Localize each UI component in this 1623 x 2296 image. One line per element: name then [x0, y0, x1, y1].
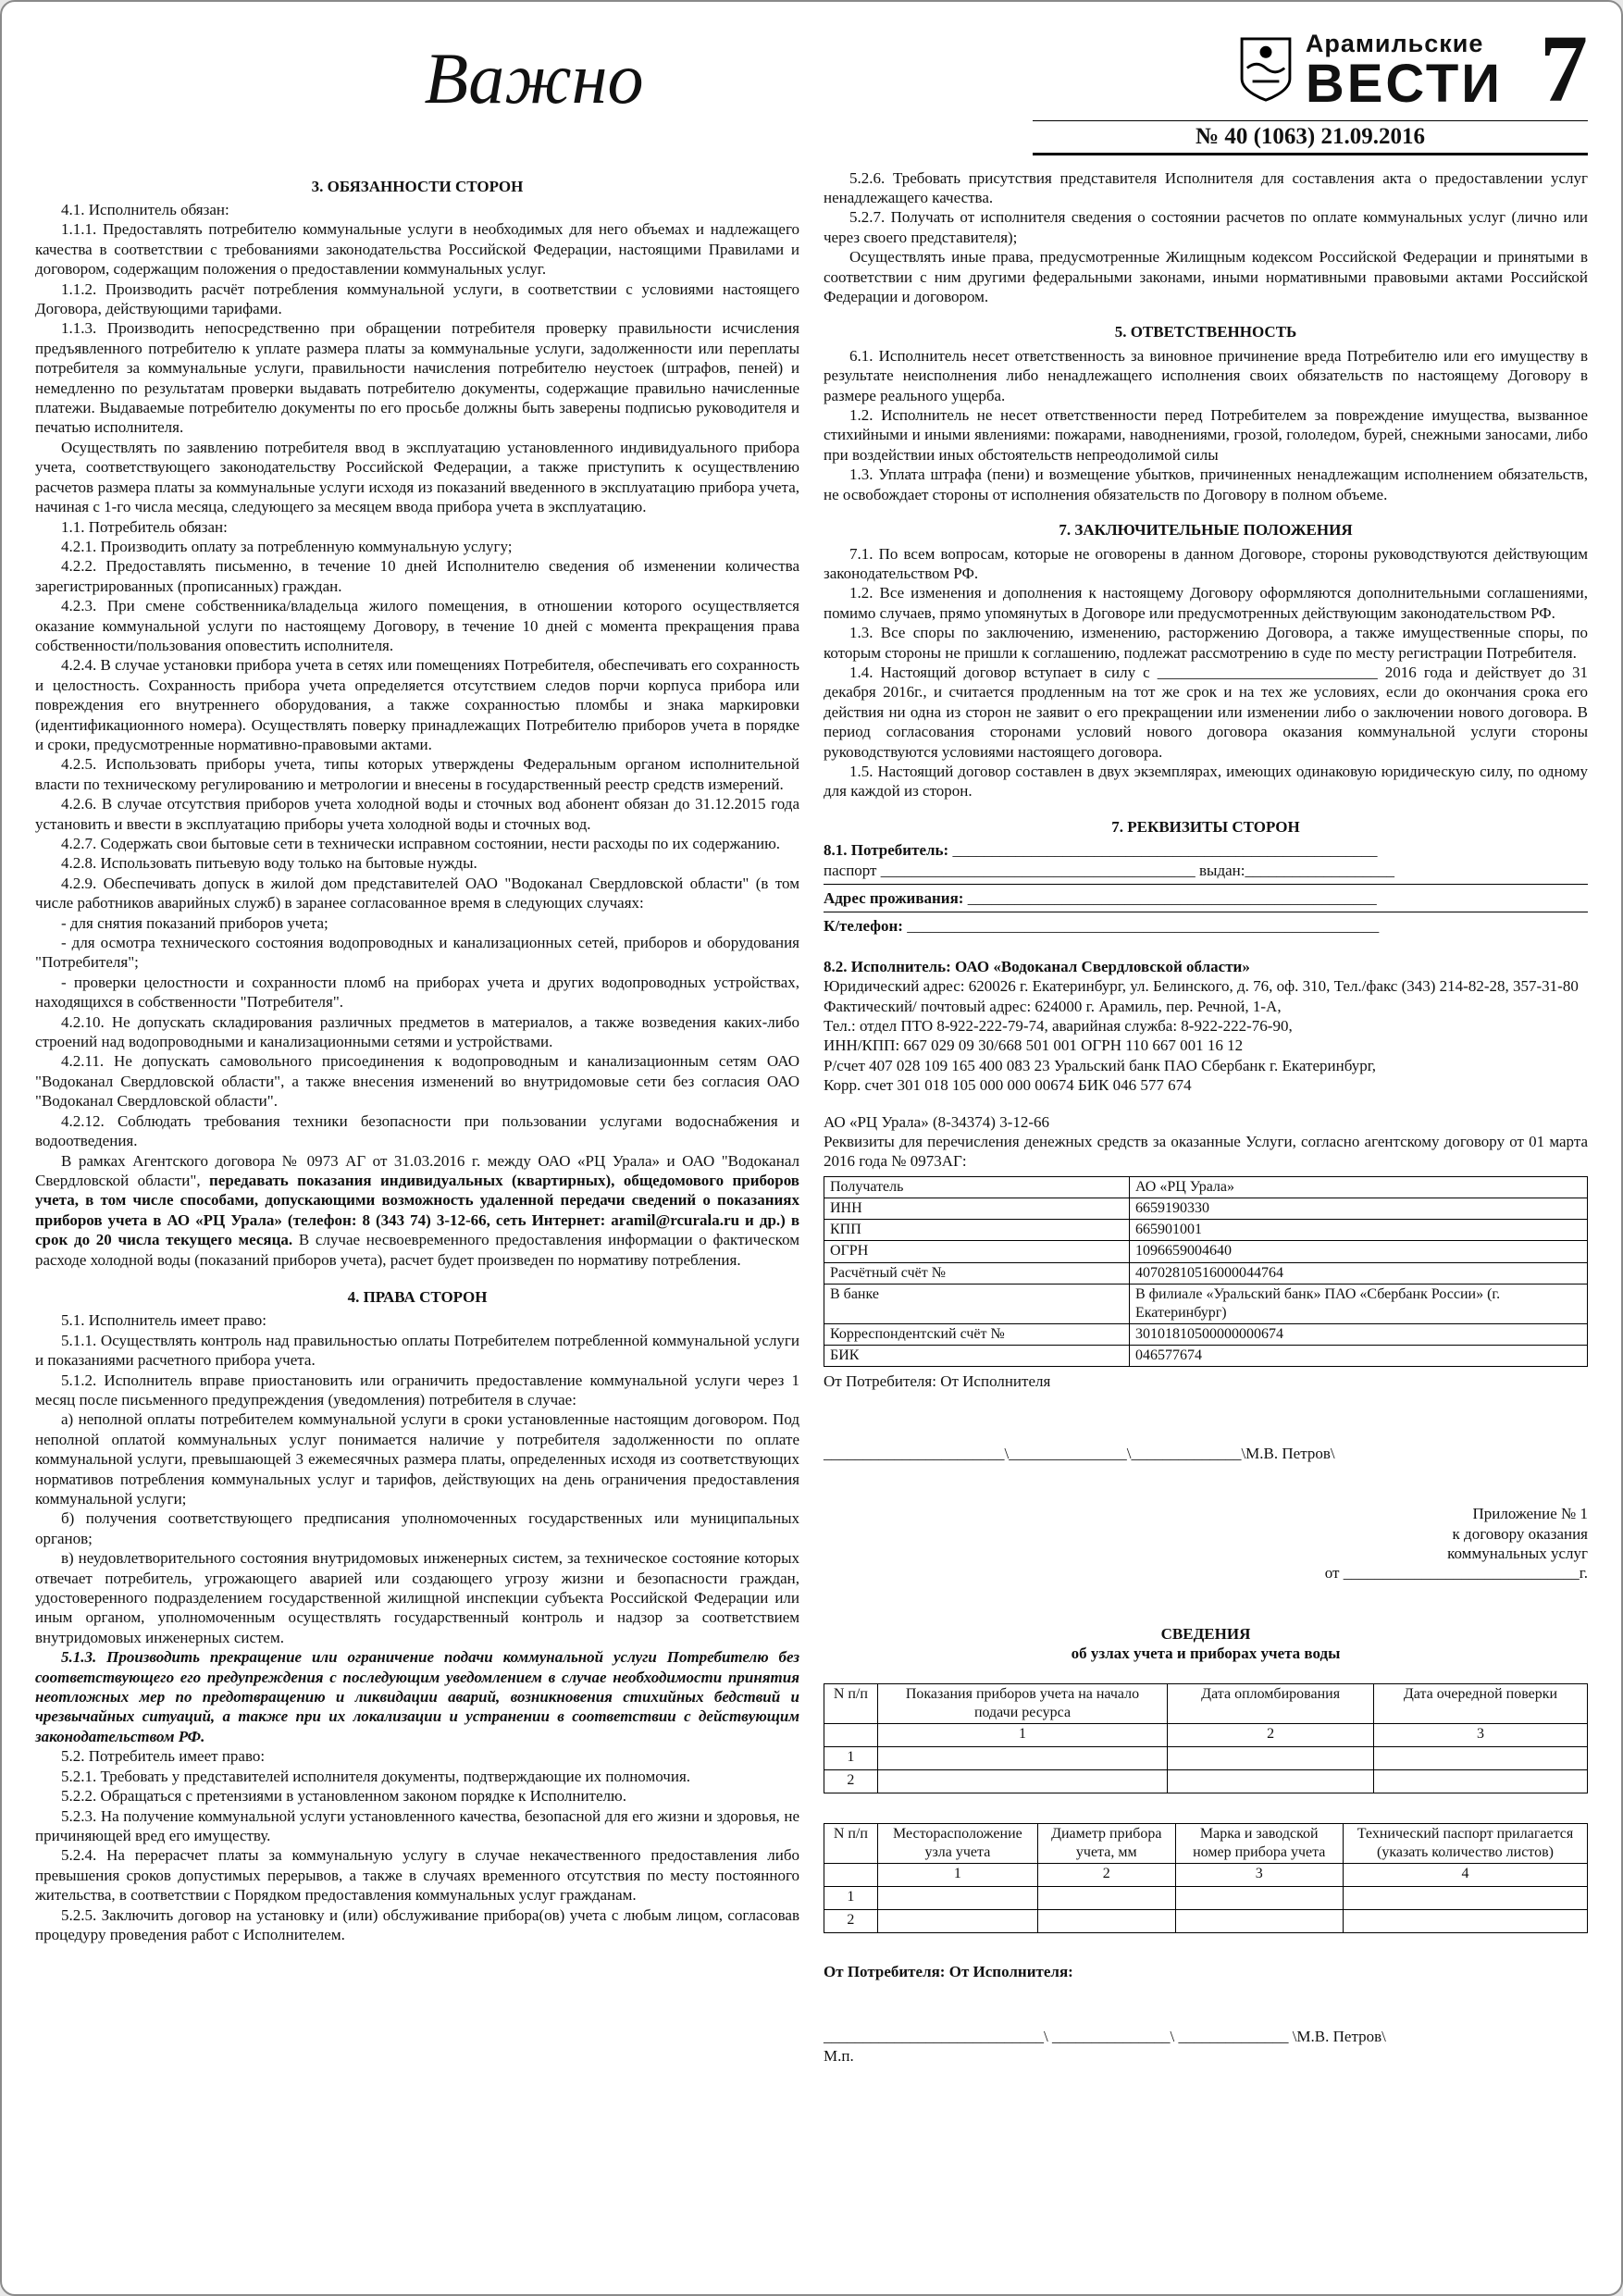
- table-cell: Дата очередной поверки: [1374, 1683, 1588, 1723]
- paragraph: 5.2. Потребитель имеет право:: [61, 1747, 266, 1766]
- paragraph: Реквизиты для перечисления денежных средств за оказанные Услуги, согласно агентскому договору от 01 марта 2016 года № 0973АГ:: [824, 1133, 1588, 1171]
- table-cell: 6659190330: [1130, 1198, 1588, 1220]
- table-cell: [877, 1910, 1037, 1933]
- newspaper-logo: [1033, 16, 1588, 155]
- spacer: [824, 504, 1588, 512]
- paragraph: - проверки целостности и сохранности пломб на приборах учета и других водопроводных устройствах, находящихся в собственности "Потребителя".: [35, 973, 799, 1011]
- paragraph: 5.1.2. Исполнитель вправе приостановить или ограничить предоставление коммунальной услуги через 1 месяц после письменного предупреждения (уведомления) потребителя в случае:: [35, 1371, 799, 1409]
- paragraph: 4.2.2. Предоставлять письменно, в течение 10 дней Исполнителю сведения об изменении количества зарегистрированных (прописанных) граждан.: [35, 557, 799, 595]
- data-table: [824, 1823, 1588, 1933]
- bold-text: 8.2. Исполнитель: ОАО «Водоканал Свердловской области»: [824, 957, 1250, 975]
- table-cell: 2: [824, 1910, 878, 1933]
- paragraph: АО «РЦ Урала» (8-34374) 3-12-66: [824, 1112, 1050, 1131]
- table-cell: ОГРН: [824, 1241, 1130, 1262]
- paragraph: об узлах учета и приборах учета воды: [1071, 1644, 1341, 1663]
- paragraph: 5.1.1. Осуществлять контроль над правильностью оплаты Потребителем потребленной коммунальной услуги и показаниями расчетного прибора учета.: [35, 1331, 799, 1370]
- table-cell: [1038, 1887, 1176, 1910]
- paragraph: коммунальных услуг: [1447, 1544, 1588, 1562]
- paragraph: от ______________________________г.: [1324, 1564, 1588, 1582]
- paragraph: М.п.: [824, 2046, 854, 2065]
- table-cell: КПП: [824, 1220, 1130, 1241]
- table-cell: АО «РЦ Урала»: [1130, 1176, 1588, 1198]
- table-cell: 2: [1168, 1723, 1374, 1746]
- data-table: [824, 1683, 1588, 1793]
- section-heading: 3. ОБЯЗАННОСТИ СТОРОН: [311, 177, 524, 195]
- spacer: [824, 1463, 1588, 1504]
- coat-of-arms-icon: [1239, 36, 1293, 103]
- left-column: [35, 168, 799, 2066]
- paragraph: 4.2.4. В случае установки прибора учета в сетях или помещениях Потребителя, обеспечивать его сохранность и целостность. Сохранность прибора учета определяется отсутствием следов порчи корпуса прибора или повреждения его внутреннего оборудования, а также сохранностью пломбы и знака маркировки (идентификационного номера). Осуществлять поверку принадлежащих Потребителю приборов учета в порядке и сроки, предусмотренные нормативно-правовыми актами.: [35, 656, 799, 753]
- bold-text: От Потребителя: От Исполнителя:: [824, 1963, 1073, 1981]
- table-cell: 3: [1374, 1723, 1588, 1746]
- paragraph: - для осмотра технического состояния водопроводных и канализационных сетей, приборов и оборудования "Потребителя";: [35, 934, 799, 972]
- paragraph: 1.1.2. Производить расчёт потребления коммунальной услуги, в соответствии с условиями настоящего Договора, действующими тарифами.: [35, 279, 799, 318]
- paragraph: В рамках Агентского договора № 0973 АГ от 31.03.2016 г. между ОАО «РЦ Урала» и ОАО "Водоканал Свердловской области", передавать показания индивидуальных (квартирных), общедомового приборов учета, в том числе способами, допускающими возможность удаленной передачи сведений о показаниях приборов учета в АО «РЦ Урала» (телефон: 8 (343 74) 3-12-66, сеть Интернет: aramil@rcurala.ru и др.) в срок до 20 числа текущего месяца. В случае несвоевременного предоставления информации о фактическом расходе холодной воды (показаний приборов учета), расчет будет произведен по нормативу потребления.: [35, 1151, 800, 1269]
- spacer: [824, 801, 1588, 809]
- right-column: [824, 168, 1588, 2066]
- section-heading: 4. ПРАВА СТОРОН: [347, 1287, 488, 1306]
- paragraph: а) неполной оплаты потребителем коммунальной услуги в сроки установленные настоящим договором. Под неполной оплатой коммунальных услуг понимается наличие у потребителя задолженности по оплате коммунальной услуги, превышающей 3 ежемесячных размера платы, определенных исходя из соответствующих нормативов потребления коммунальных услуг и тарифов, действующих на день ограничения предоставления коммунальной услуги;: [35, 1410, 799, 1508]
- section-heading: 5. ОТВЕТСТВЕННОСТЬ: [1114, 323, 1297, 341]
- table-cell: [1168, 1769, 1374, 1793]
- table-cell: 2: [1038, 1864, 1176, 1887]
- table-cell: В банке: [824, 1284, 1130, 1323]
- table-cell: [1175, 1887, 1344, 1910]
- paragraph: ____________________________\ _______________\ ______________ \М.В. Петров\: [824, 2027, 1386, 2045]
- paragraph: 1.1. Потребитель обязан:: [61, 517, 228, 536]
- spacer: [824, 1982, 1588, 2027]
- issue-line: № 40 (1063) 21.09.2016: [1033, 120, 1588, 155]
- table-cell: Технический паспорт прилагается (указать количество листов): [1344, 1823, 1588, 1863]
- paragraph: 4.2.11. Не допускать самовольного присоединения к водопроводным и канализационным сетям ОАО "Водоканал Свердловской области", а также внесения изменений во внутридомовые сети без согласия ОАО "Водоканал Свердловской области".: [35, 1052, 799, 1111]
- paragraph: _______________________\_______________\______________\М.В. Петров\: [824, 1444, 1335, 1462]
- paragraph: 7.1. По всем вопросам, которые не оговорены в данном Договоре, стороны руководствуются действующим законодательством РФ.: [824, 544, 1588, 582]
- paragraph: Тел.: отдел ПТО 8-922-222-79-74, аварийная служба: 8-922-222-76-90,: [824, 1017, 1293, 1036]
- table-cell: [877, 1769, 1168, 1793]
- table-cell: 1: [877, 1723, 1168, 1746]
- spacer: [824, 1583, 1588, 1624]
- paragraph: Фактический/ почтовый адрес: 624000 г. Арамиль, пер. Речной, 1-А,: [824, 997, 1282, 1015]
- table-cell: 1096659004640: [1130, 1241, 1588, 1262]
- paragraph: 4.2.3. При смене собственника/владельца жилого помещения, в отношении которого осуществляется оказание коммунальной услуги по настоящему Договору, в течение 10 дней с момента прекращения права собственности/пользования оповестить исполнителя.: [35, 597, 799, 654]
- paragraph: 8.1. Потребитель: ______________________________________________________: [824, 841, 1378, 860]
- spacer: [824, 1938, 1588, 1962]
- table-cell: Расчётный счёт №: [824, 1262, 1130, 1284]
- brand-text: [1305, 29, 1503, 114]
- paragraph: 4.1. Исполнитель обязан:: [61, 201, 229, 218]
- paragraph: 5.2.5. Заключить договор на установку и (или) обслуживание прибора(ов) учета с любым лицом, согласовав процедуру проведения работ с Исполнителем.: [35, 1905, 799, 1943]
- spacer: [35, 1270, 799, 1279]
- brand-name-top: Арамильские: [1305, 29, 1484, 57]
- paragraph: б) получения соответствующего предписания уполномоченных государственных или муниципальных органов;: [35, 1509, 799, 1547]
- paragraph: к договору оказания: [1452, 1524, 1588, 1543]
- paragraph: 4.2.1. Производить оплату за потребленную коммунальную услугу;: [61, 537, 513, 555]
- paragraph: 1.1.3. Производить непосредственно при обращении потребителя проверку правильности исчисления предъявленного потребителю к уплате размера платы за коммунальные услуги, задолженности или переплаты потребителя за коммунальные услуги, правильности начисления потребителю неустоек (штрафов, пеней) и немедленно по результатам проверки выдавать потребителю документы, содержащие правильно начисленные платежи. Выдаваемые потребителю документы по его просьбе должны быть заверены подписью руководителя и печатью исполнителя.: [35, 319, 799, 437]
- table-cell: 40702810516000044764: [1130, 1262, 1588, 1284]
- bold-text: Адрес проживания:: [824, 889, 964, 907]
- paragraph: 1.4. Настоящий договор вступает в силу с ____________________________ 2016 года и действует до 31 декабря 2016г., и считается продленным на тот же срок и на тех же условиях, если до окончания срока его действия ни одна из сторон не заявит о его прекращении или изменении либо о заключении нового договора. В период согласования сторонами условий нового договора оказания коммунальной услуги стороны руководствуются условиями настоящего договора.: [824, 663, 1588, 761]
- requisites-table: [824, 1176, 1588, 1367]
- paragraph: 4.2.6. В случае отсутствия приборов учета холодной воды и сточных вод абонент обязан до 31.12.2015 года установить и ввести в эксплуатацию приборы учета холодной воды и сточных вод.: [35, 795, 799, 833]
- paragraph: 1.3. Уплата штрафа (пени) и возмещение убытков, причиненных ненадлежащим исполнением обязательств, не освобождает стороны от исполнения обязательств по Договору в полном объеме.: [824, 465, 1588, 503]
- table-cell: 1: [877, 1864, 1037, 1887]
- table-cell: Корреспондентский счёт №: [824, 1323, 1130, 1345]
- paragraph: 5.2.1. Требовать у представителей исполнителя документы, подтверждающие их полномочия.: [61, 1767, 691, 1785]
- divider: [824, 884, 1588, 885]
- spacer: [824, 1392, 1588, 1444]
- paragraph: 5.2.2. Обращаться с претензиями в установленном законом порядке к Исполнителю.: [61, 1787, 626, 1806]
- table-cell: Диаметр прибора учета, мм: [1038, 1823, 1176, 1863]
- masthead: [35, 16, 1588, 155]
- paragraph: Осуществлять иные права, предусмотренные Жилищным кодексом Российской Федерации и принятыми в соответствии с ним другими федеральными законами, иными нормативными правовыми актами Российской Федерации и договором.: [824, 248, 1588, 306]
- table-cell: [1038, 1910, 1176, 1933]
- table-cell: [1175, 1910, 1344, 1933]
- paragraph: 4.2.12. Соблюдать требования техники безопасности при пользовании услугами водоснабжения и водоотведения.: [35, 1111, 799, 1150]
- table-cell: Марка и заводской номер прибора учета: [1175, 1823, 1344, 1863]
- table-cell: N п/п: [824, 1683, 878, 1723]
- table-cell: Показания приборов учета на начало подачи ресурса: [877, 1683, 1168, 1723]
- table-cell: 665901001: [1130, 1220, 1588, 1241]
- paragraph: 4.2.5. Использовать приборы учета, типы которых утверждены Федеральным органом исполнительной власти по техническому регулированию и метрологии и внесены в государственный реестр средств измерений.: [35, 755, 799, 793]
- bold-text: передавать показания индивидуальных (квартирных), общедомового приборов учета, в том числе способами, допускающими возможность удаленной передачи сведений о показаниях приборов учета в АО «РЦ Урала» (телефон: 8 (343 74) 3-12-66, сеть Интернет: aramil@rcurala.ru и др.) в срок до 20 числа текущего месяца.: [35, 1171, 799, 1249]
- paragraph: 4.2.9. Обеспечивать допуск в жилой дом представителей ОАО "Водоканал Свердловской области" (в том числе работников аварийных служб) в заранее согласованное время в следующих случаях:: [35, 874, 799, 912]
- paragraph: 1.2. Исполнитель не несет ответственности перед Потребителем за повреждение имущества, вызванное стихийными и иными явлениями: пожарами, наводнениями, грозой, гололедом, бурей, снежными заносами, либо при воздействии иных обстоятельств непреодолимой силы: [824, 406, 1588, 464]
- table-cell: В филиале «Уральский банк» ПАО «Сбербанк России» (г. Екатеринбург): [1130, 1284, 1588, 1323]
- paragraph: Осуществлять по заявлению потребителя ввод в эксплуатацию установленного индивидуального прибора учета, соответствующего законодательству Российской Федерации, а также приступить к осуществлению расчетов размера платы за коммунальные услуги исходя из показаний введенного в эксплуатацию прибора учета, начиная с 1-го числа месяца, следующего за месяцем ввода прибора учета в эксплуатацию.: [35, 438, 799, 516]
- table-cell: [1168, 1746, 1374, 1769]
- spacer: [824, 937, 1588, 957]
- paragraph: 4.2.8. Использовать питьевую воду только на бытовые нужды.: [61, 854, 477, 873]
- brand-row: [1033, 16, 1588, 122]
- table-cell: [1374, 1769, 1588, 1793]
- section-heading: 7. ЗАКЛЮЧИТЕЛЬНЫЕ ПОЛОЖЕНИЯ: [1059, 521, 1353, 540]
- table-cell: [1344, 1910, 1588, 1933]
- paragraph: [824, 1962, 1588, 1981]
- table-cell: 3: [1175, 1864, 1344, 1887]
- table-cell: ИНН: [824, 1198, 1130, 1220]
- paragraph: 4.2.7. Содержать свои бытовые сети в технически исправном состоянии, нести расходы по их содержанию.: [61, 835, 781, 852]
- spacer: [824, 306, 1588, 314]
- table-cell: 30101810500000000674: [1130, 1323, 1588, 1345]
- paragraph: 4.2.10. Не допускать складирования различных предметов в материалов, а также возведения каких-либо строений над водопроводными и канализационными сетями и устройствами.: [35, 1012, 799, 1051]
- table-cell: [877, 1746, 1168, 1769]
- paragraph: 5.2.3. На получение коммунальной услуги установленного качества, безопасной для его жизни и здоровья, не причиняющей вред его имуществу.: [35, 1806, 799, 1844]
- page-number: 7: [1540, 16, 1588, 122]
- table-cell: Получатель: [824, 1176, 1130, 1198]
- table-cell: 4: [1344, 1864, 1588, 1887]
- paragraph: 1.2. Все изменения и дополнения к настоящему Договору оформляются дополнительными соглашениями, помимо случаев, прямо упомянутых в Договоре или предусмотренных действующим законодательством РФ.: [824, 584, 1588, 622]
- paragraph: 5.2.4. На перерасчет платы за коммунальную услугу в случае некачественного предоставления либо превышения сроков допустимых перерывов, а также в случаях временного отсутствия по месту постоянного жительства, в соответствии с Порядком предоставления коммунальных услуг гражданам.: [35, 1846, 799, 1905]
- bold-text: 8.1. Потребитель:: [824, 841, 949, 860]
- paragraph: Приложение № 1: [1472, 1505, 1588, 1523]
- paragraph: 5.1.3. Производить прекращение или ограничение подачи коммунальной услуги Потребителю без соответствующего его предупреждения с последующим уведомлением в случае необходимости принятия неотложных мер по предотвращению и ликвидации аварий, возникновения стихийных бедствий и чрезвычайных ситуаций, а также при их локализации и устранении в соответствии с действующим законодательством РФ.: [35, 1648, 799, 1745]
- paragraph: [824, 957, 1588, 976]
- paragraph: - для снятия показаний приборов учета;: [61, 913, 328, 932]
- table-cell: 2: [824, 1769, 878, 1793]
- table-cell: [824, 1723, 878, 1746]
- bold-text: К/телефон:: [824, 917, 903, 936]
- paragraph: 1.5. Настоящий договор составлен в двух экземплярах, имеющих одинаковую юридическую силу, по одному для каждой из сторон.: [824, 762, 1588, 800]
- paragraph: Юридический адрес: 620026 г. Екатеринбург, ул. Белинского, д. 76, оф. 310, Тел./факс (343) 214-82-28, 357-31-80: [824, 977, 1579, 996]
- table-cell: 046577674: [1130, 1346, 1588, 1367]
- page-title: Важно: [424, 38, 644, 118]
- paragraph: 6.1. Исполнитель несет ответственность за виновное причинение вреда Потребителю или его имуществу в результате неисполнения либо ненадлежащего исполнения своих обязательств по настоящему Договору в размере реального ущерба.: [824, 346, 1588, 404]
- table-cell: 1: [824, 1887, 878, 1910]
- table-cell: [824, 1864, 878, 1887]
- paragraph: К/телефон: ____________________________________________________________: [824, 917, 1380, 936]
- paragraph: Корр. счет 301 018 105 000 000 00674 БИК 046 577 674: [824, 1076, 1192, 1095]
- paragraph: 5.2.6. Требовать присутствия представителя Исполнителя для составления акта о предоставлении услуг ненадлежащего качества.: [824, 168, 1588, 206]
- paragraph: 5.1. Исполнитель имеет право:: [61, 1311, 266, 1330]
- table-cell: Дата опломбирования: [1168, 1683, 1374, 1723]
- spacer: [824, 1664, 1588, 1679]
- paragraph: 1.1.1. Предоставлять потребителю коммунальные услуги в необходимых для него объемах и надлежащего качества в соответствии с требованиями законодательства Российской Федерации, настоящими Правилами и договором, содержащим положения о предоставлении коммунальных услуг.: [35, 220, 799, 279]
- section-heading: 7. РЕКВИЗИТЫ СТОРОН: [1111, 817, 1300, 836]
- paragraph: Адрес проживания: ____________________________________________________: [824, 889, 1377, 907]
- paragraph: От Потребителя: От Исполнителя: [824, 1372, 1051, 1391]
- paragraph: Р/счет 407 028 109 165 400 083 23 Уральский банк ПАО Сбербанк г. Екатеринбург,: [824, 1056, 1377, 1074]
- spacer: [824, 1096, 1588, 1112]
- paragraph: паспорт ________________________________________ выдан:___________________: [824, 861, 1394, 879]
- table-cell: [1374, 1746, 1588, 1769]
- table-cell: N п/п: [824, 1823, 878, 1863]
- paragraph: СВЕДЕНИЯ: [1160, 1624, 1251, 1643]
- table-cell: 1: [824, 1746, 878, 1769]
- brand-name-bottom: ВЕСТИ: [1305, 53, 1503, 114]
- paragraph: 5.2.7. Получать от исполнителя сведения о состоянии расчетов по оплате коммунальных услуг (лично или через своего представителя);: [824, 208, 1588, 246]
- paragraph: 1.3. Все споры по заключению, изменению, расторжению Договора, а также имущественные споры, по которым стороны не пришли к соглашению, подлежат рассмотрению в суде по месту регистрации Потребителя.: [824, 624, 1588, 662]
- table-cell: Месторасположение узла учета: [877, 1823, 1037, 1863]
- spacer: [824, 1798, 1588, 1818]
- table-cell: [877, 1887, 1037, 1910]
- paragraph: в) неудовлетворительного состояния внутридомовых инженерных систем, за техническое состояние которых отвечает потребитель, угрожающего аварией или создающего угрозу жизни и безопасности граждан, удостоверенного подразделением государственной жилищной инспекции субъекта Российской Федерации или иным органом, уполномоченным осуществлять государственный контроль и надзор за соответствием внутридомовых инженерных систем.: [35, 1549, 799, 1646]
- table-cell: [1344, 1887, 1588, 1910]
- table-cell: БИК: [824, 1346, 1130, 1367]
- article-body: [35, 168, 1588, 2066]
- paragraph: ИНН/КПП: 667 029 09 30/668 501 001 ОГРН 110 667 001 16 12: [824, 1036, 1244, 1055]
